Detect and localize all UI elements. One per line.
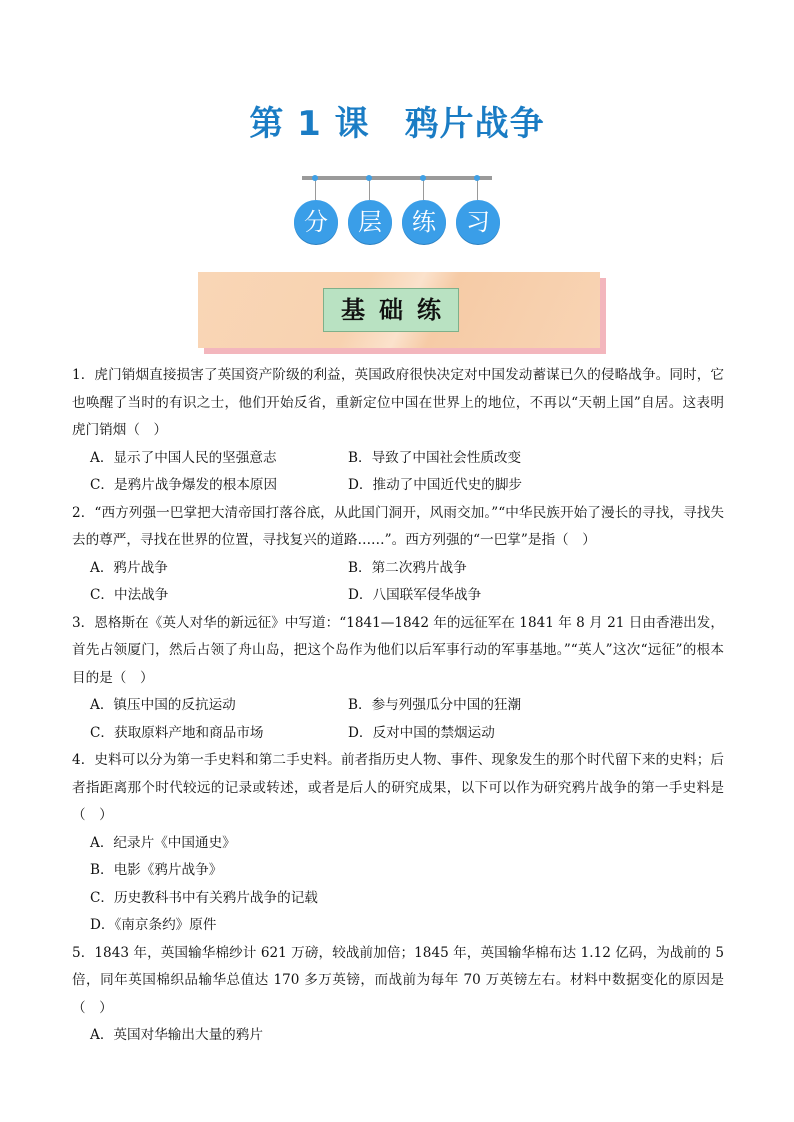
question-text: 1．虎门销烟直接损害了英国资产阶级的利益，英国政府很快决定对中国发动蓄谋已久的侵略战争。同时，它也唤醒了当时的有识之士，他们开始反省，重新定位中国在世界上的地位，不再以“天朝上国”自居。这表明虎门销烟（ ） — [72, 367, 724, 438]
question-2 — [72, 500, 724, 610]
option-d: D．《南京条约》原件 — [90, 917, 217, 933]
question-text: 5．1843 年，英国输华棉纱计 621 万磅，较战前加倍；1845 年，英国输华棉布达 1.12 亿码，为战前的 5 倍，同年英国棉织品输华总值达 170 多万英镑，而战前为每年 70 万英镑左右。材料中数据变化的原因是（ ） — [72, 944, 724, 1016]
question-1 — [72, 362, 724, 500]
option-a: A．纪录片《中国通史》 — [90, 834, 236, 851]
option-b: B．参与列强瓜分中国的狂潮 — [348, 697, 522, 713]
question-text: 2．“西方列强一巴掌把大清帝国打落谷底，从此国门洞开，风雨交加。”“中华民族开始了漫长的寻找，寻找失去的尊严，寻找在世界的位置，寻找复兴的道路……”。西方列强的“一巴掌”是指（ ） — [72, 504, 724, 548]
option-b: B．导致了中国社会性质改变 — [348, 449, 522, 466]
question-3 — [72, 610, 724, 748]
layered-practice-badge — [302, 172, 492, 252]
option-b: B．电影《鸦片战争》 — [90, 862, 223, 878]
section-label: 基础练 — [323, 288, 459, 332]
question-5 — [72, 940, 724, 1050]
option-d: D．反对中国的禁烟运动 — [348, 724, 495, 741]
badge-char: 练 — [402, 200, 446, 244]
badge-char: 层 — [348, 200, 392, 244]
badge-char: 习 — [456, 200, 500, 244]
option-a: A．鸦片战争 — [90, 559, 168, 576]
option-a: A．英国对华输出大量的鸦片 — [90, 1027, 263, 1043]
option-c: C．历史教科书中有关鸦片战争的记载 — [90, 889, 318, 906]
option-c: C．中法战争 — [90, 587, 169, 603]
question-4 — [72, 747, 724, 940]
option-a: A．镇压中国的反抗运动 — [90, 697, 236, 713]
question-text: 4．史料可以分为第一手史料和第二手史料。前者指历史人物、事件、现象发生的那个时代留下来的史料；后者指距离那个时代较远的记录或转述，或者是后人的研究成果，以下可以作为研究鸦片战争的第一手史料是（ ） — [72, 752, 724, 823]
option-d: D．推动了中国近代史的脚步 — [348, 477, 523, 493]
option-c: C．获取原料产地和商品市场 — [90, 724, 264, 741]
option-d: D．八国联军侵华战争 — [348, 587, 482, 603]
badge-char: 分 — [294, 200, 338, 244]
page-title: 第 1 课 鸦片战争 — [249, 104, 545, 144]
question-list — [72, 362, 724, 1050]
question-text: 3．恩格斯在《英人对华的新远征》中写道：“1841—1842 年的远征军在 1841 年 8 月 21 日由香港出发，首先占领厦门，然后占领了舟山岛，把这个岛作为他们以后军事行动的军事基地。”“英人”这次“远征”的根本目的是（ ） — [72, 614, 724, 686]
option-c: C．是鸦片战争爆发的根本原因 — [90, 477, 278, 493]
hanger-bar — [302, 176, 492, 180]
option-b: B．第二次鸦片战争 — [348, 559, 467, 576]
option-a: A．显示了中国人民的坚强意志 — [90, 449, 277, 466]
